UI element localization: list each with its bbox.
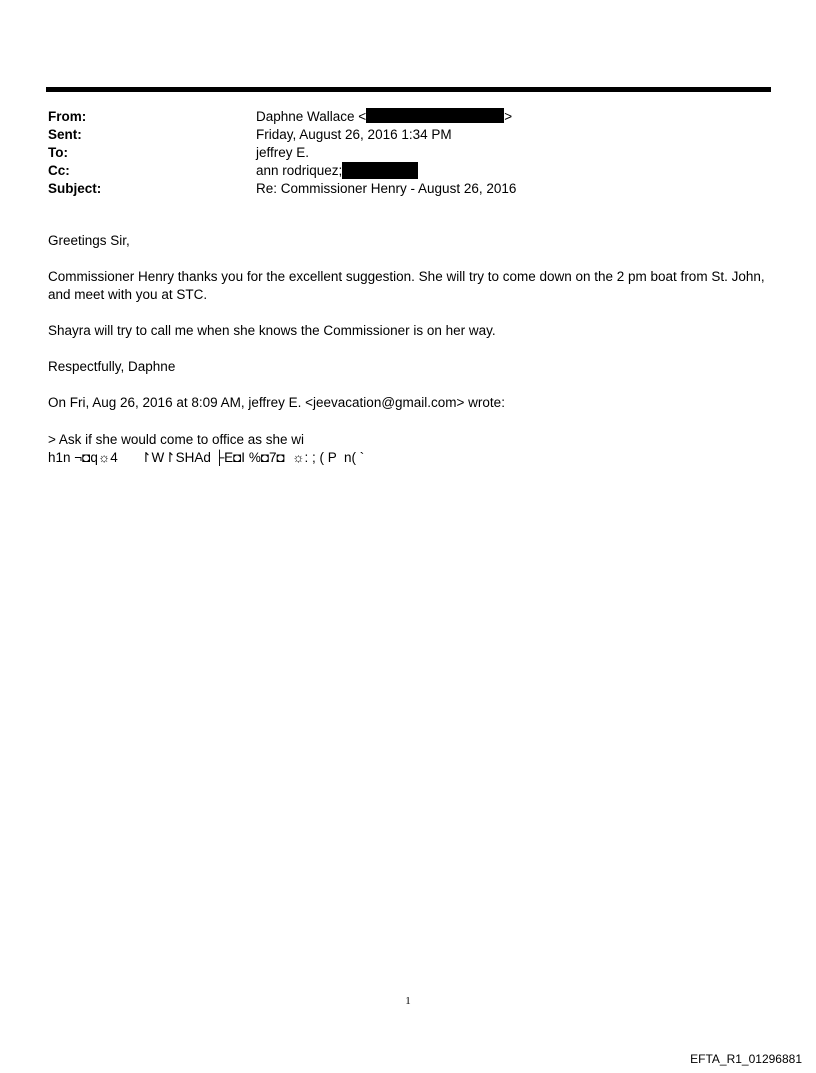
redaction-box <box>366 108 504 123</box>
sent-label: Sent: <box>48 127 82 142</box>
email-body <box>48 232 772 412</box>
body-paragraph: Commissioner Henry thanks you for the excellent suggestion. She will try to come down on the 2 pm boat from St. John, and meet with you at STC. <box>48 269 765 302</box>
to-label: To: <box>48 145 68 160</box>
sender-name: Daphne Wallace < <box>256 109 367 124</box>
redaction-box <box>342 162 418 179</box>
reply-intro: On Fri, Aug 26, 2016 at 8:09 AM, jeffrey E. <jeevacation@gmail.com> wrote: <box>48 395 505 410</box>
subject-value: Re: Commissioner Henry - August 26, 2016 <box>256 181 517 196</box>
email-header <box>48 108 768 198</box>
to-row <box>48 144 768 162</box>
signoff: Respectfully, Daphne <box>48 359 176 374</box>
cc-label: Cc: <box>48 163 70 178</box>
quoted-text <box>48 431 364 467</box>
to-value: jeffrey E. <box>256 145 310 160</box>
body-paragraph: Shayra will try to call me when she knows the Commissioner is on her way. <box>48 323 496 338</box>
sent-value: Friday, August 26, 2016 1:34 PM <box>256 127 452 142</box>
cc-row <box>48 162 768 180</box>
subject-row <box>48 180 768 198</box>
greeting: Greetings Sir, <box>48 233 130 248</box>
bates-number: EFTA_R1_01296881 <box>690 1052 802 1066</box>
cc-name: ann rodriquez; <box>256 163 343 178</box>
page-number: 1 <box>405 995 411 1007</box>
from-bracket: > <box>504 109 513 124</box>
from-value <box>256 108 512 126</box>
cc-value <box>256 162 418 180</box>
from-row <box>48 108 768 126</box>
sent-row <box>48 126 768 144</box>
quoted-line: > Ask if she would come to office as she wi <box>48 432 305 447</box>
garbled-line: h1n ¬◘q☼4 ↾W↾SHAd ├E◘I %◘7◘ ☼: ; ( P n( ` <box>48 450 365 465</box>
from-label: From: <box>48 109 87 124</box>
subject-label: Subject: <box>48 181 102 196</box>
header-rule <box>46 87 771 92</box>
